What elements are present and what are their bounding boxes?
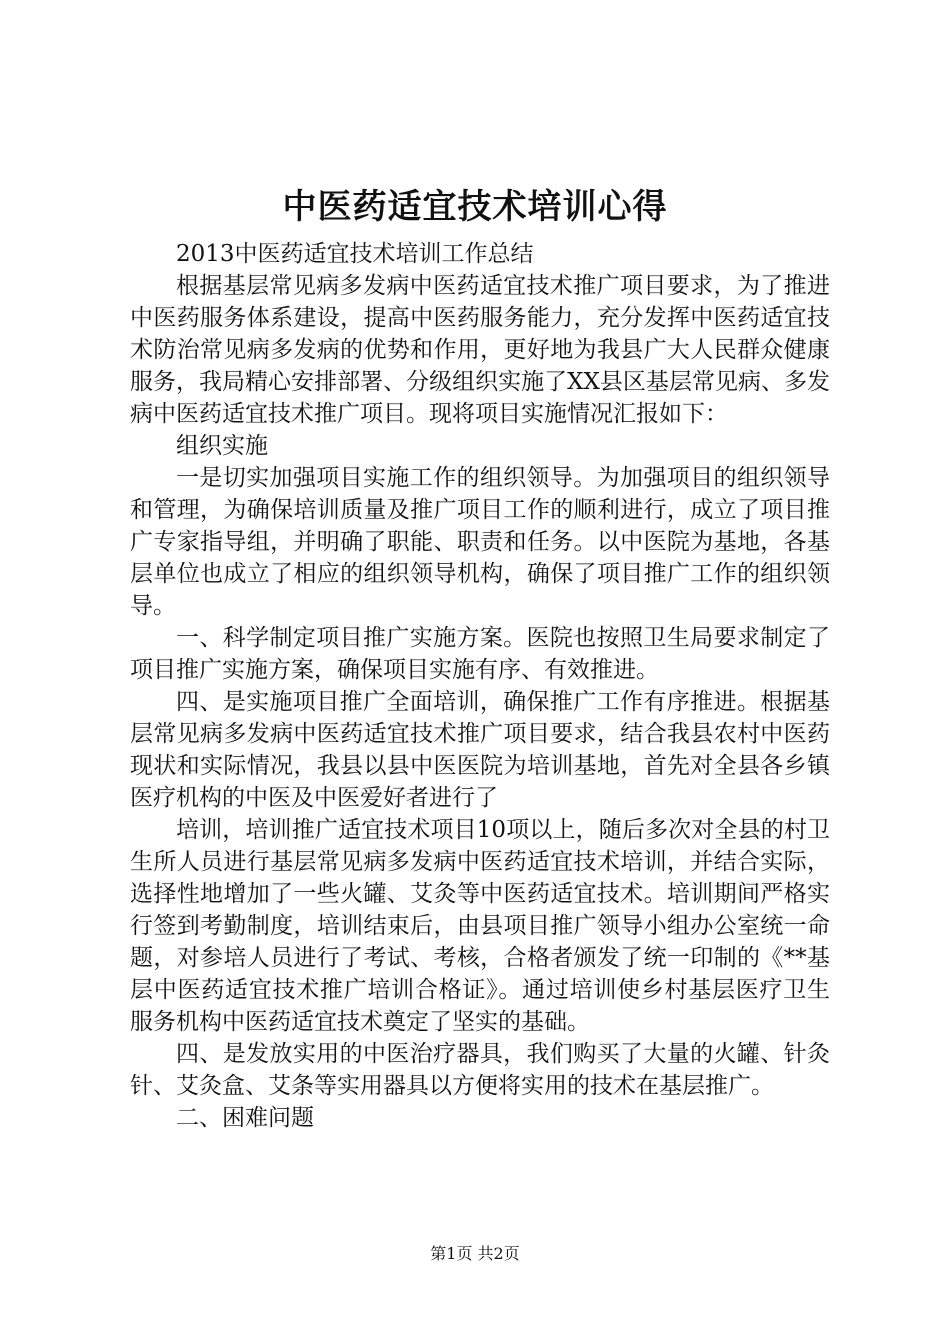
section-heading: 组织实施	[176, 433, 268, 459]
document-title: 中医药适宜技术培训心得	[282, 187, 668, 227]
body-paragraph: 四、是实施项目推广全面培训，确保推广工作有序推进。根据基层常见病多发病中医药适宜技术推广项目要求，结合我县农村中医药现状和实际情况，我县以县中医医院为培训基地，首先对全县各乡镇医疗机构的中医及中医爱好者进行了	[130, 689, 830, 811]
body-paragraph: 四、是发放实用的中医治疗器具，我们购买了大量的火罐、针灸针、艾灸盒、艾条等实用器具以方便将实用的技术在基层推广。	[130, 1041, 830, 1099]
page-footer: 第1页 共2页	[430, 1244, 520, 1263]
body-paragraph: 一、科学制定项目推广实施方案。医院也按照卫生局要求制定了项目推广实施方案，确保项目实施有序、有效推进。	[130, 625, 830, 683]
body-paragraph: 培训，培训推广适宜技术项目10项以上，随后多次对全县的村卫生所人员进行基层常见病多发病中医药适宜技术培训，并结合实际，选择性地增加了一些火罐、艾灸等中医药适宜技术。培训期间严格实行签到考勤制度，培训结束后，由县项目推广领导小组办公室统一命题，对参培人员进行了考试、考核，合格者颁发了统一印制的《**基层中医药适宜技术推广培训合格证》。通过培训使乡村基层医疗卫生服务机构中医药适宜技术奠定了坚实的基础。	[130, 817, 830, 1035]
section-heading: 二、困难问题	[176, 1105, 314, 1131]
body-paragraph: 一是切实加强项目实施工作的组织领导。为加强项目的组织领导和管理，为确保培训质量及推广项目工作的顺利进行，成立了项目推广专家指导组，并明确了职能、职责和任务。以中医院为基地，各基层单位也成立了相应的组织领导机构，确保了项目推广工作的组织领导。	[130, 465, 830, 619]
body-paragraph: 根据基层常见病多发病中医药适宜技术推广项目要求，为了推进中医药服务体系建设，提高中医药服务能力，充分发挥中医药适宜技术防治常见病多发病的优势和作用，更好地为我县广大人民群众健康服务，我局精心安排部署、分级组织实施了XX县区基层常见病、多发病中医药适宜技术推广项目。现将项目实施情况汇报如下：	[130, 273, 830, 427]
document-body	[130, 238, 830, 1134]
subtitle-paragraph: 2013中医药适宜技术培训工作总结	[176, 241, 534, 267]
